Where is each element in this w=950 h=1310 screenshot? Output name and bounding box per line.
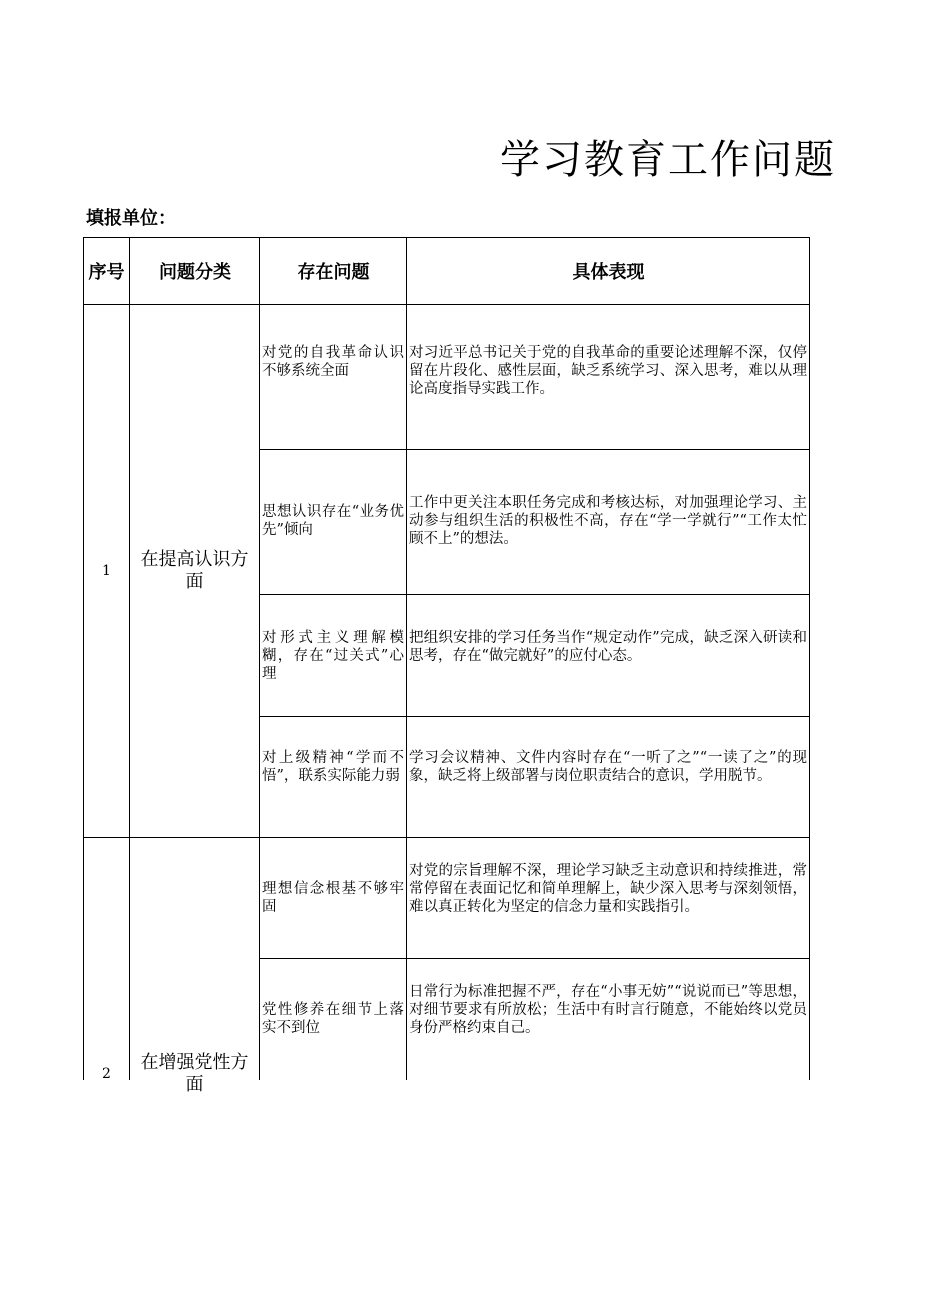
grid-line: [259, 958, 810, 959]
problem-table: [83, 237, 810, 1095]
detail-cell: 日常行为标准把握不严，存在“小事无妨”“说说而已”等思想，对细节要求有所放松；生活中有时言行随意，不能始终以党员身份严格约束自己。: [409, 984, 807, 1036]
grid-line: [259, 716, 810, 717]
group-index: 2: [102, 1066, 111, 1082]
group-category: 在增强党性方面: [140, 1052, 249, 1095]
header-problem: 存在问题: [297, 262, 370, 283]
grid-line: [259, 594, 810, 595]
problem-cell: 对形式主义理解模糊，存在“过关式”心理: [262, 630, 404, 682]
header-category: 问题分类: [159, 262, 231, 283]
problem-cell: 对上级精神“学而不悟”，联系实际能力弱: [262, 750, 404, 784]
detail-cell: 对习近平总书记关于党的自我革命的重要论述理解不深，仅停留在片段化、感性层面，缺乏系统学习、深入思考，难以从理论高度指导实践工作。: [409, 345, 807, 397]
header-index: 序号: [88, 262, 125, 283]
group-index: 1: [102, 563, 111, 579]
problem-cell: 思想认识存在“业务优先”倾向: [262, 504, 404, 538]
problem-cell: 对党的自我革命认识不够系统全面: [262, 345, 404, 379]
grid-line: [259, 449, 810, 450]
detail-cell: 工作中更关注本职任务完成和考核达标，对加强理论学习、主动参与组织生活的积极性不高，存在“学一学就行”“工作太忙顾不上”的想法。: [409, 495, 807, 547]
detail-cell: 对党的宗旨理解不深，理论学习缺乏主动意识和持续推进，常常停留在表面记忆和简单理解上，缺少深入思考与深刻领悟，难以真正转化为坚定的信念力量和实践指引。: [409, 863, 807, 915]
detail-cell: 把组织安排的学习任务当作“规定动作”完成，缺乏深入研读和思考，存在“做完就好”的应付心态。: [409, 630, 807, 664]
group-category: 在提高认识方面: [140, 549, 249, 592]
reporting-unit-label: 填报单位：: [86, 208, 176, 229]
page-title: 学习教育工作问题: [500, 137, 836, 183]
problem-cell: 理想信念根基不够牢固: [262, 881, 404, 915]
grid-line: [809, 237, 810, 1080]
header-detail: 具体表现: [572, 262, 645, 283]
detail-cell: 学习会议精神、文件内容时存在“一听了之”“一读了之”的现象，缺乏将上级部署与岗位职责结合的意识，学用脱节。: [409, 750, 807, 784]
problem-cell: 党性修养在细节上落实不到位: [262, 1002, 404, 1036]
